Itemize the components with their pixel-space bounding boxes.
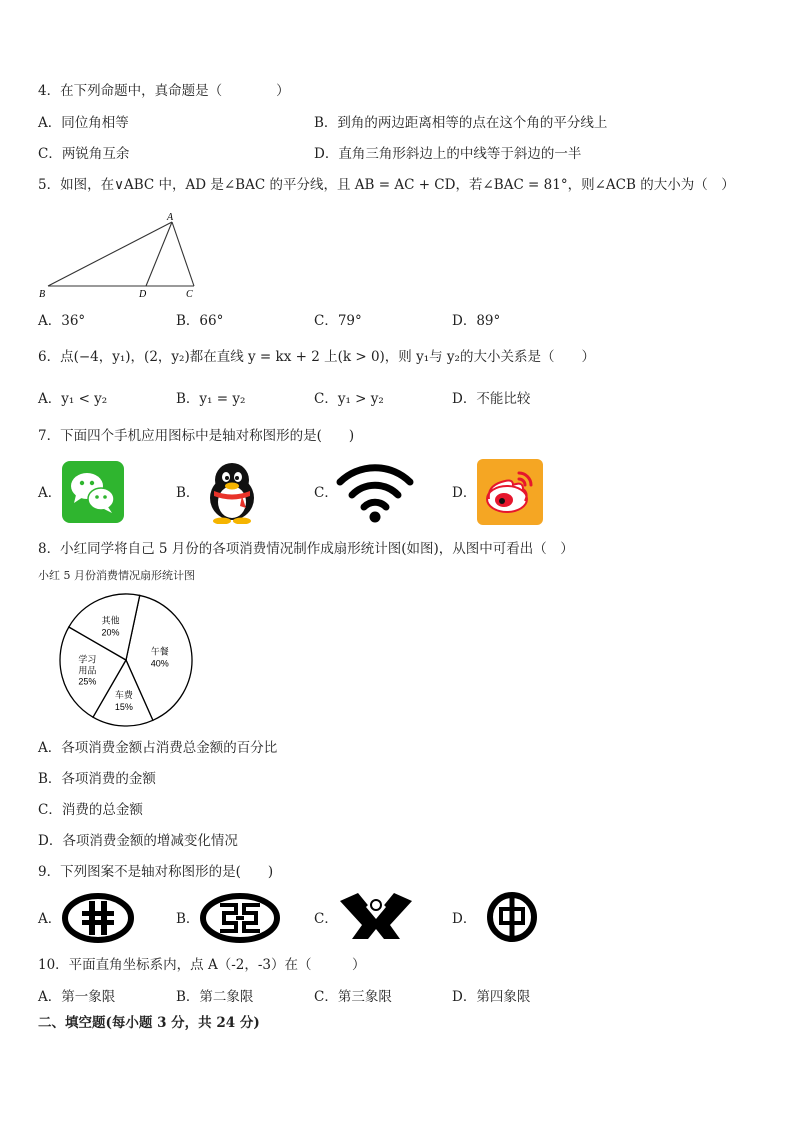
q4-option-d: D．直角三角形斜边上的中线等于斜边的一半	[314, 146, 582, 162]
q5-stem: 5．如图，在∨ABC 中，AD 是∠BAC 的平分线，且 AB = AC + CD，若∠BAC = 81°，则∠ACB 的大小为（ ）	[38, 177, 735, 193]
q5-label-d: D	[139, 289, 147, 300]
q10-stem: 10．平面直角坐标系内，点 A（-2，-3）在（ ）	[38, 957, 366, 973]
q4-option-c: C．两锐角互余	[38, 146, 130, 162]
q8-option-d: D．各项消费金额的增减变化情况	[38, 833, 238, 849]
pie-value-supplies: 25%	[78, 676, 97, 687]
weibo-icon	[477, 459, 543, 525]
q7-option-c: C．	[314, 485, 338, 501]
q7-option-a: A．	[38, 485, 62, 501]
q9-option-d: D．	[452, 911, 477, 927]
q8-option-c: C．消费的总金额	[38, 802, 143, 818]
q5-triangle-figure	[36, 208, 206, 300]
q6-option-b: B．y₁ = y₂	[176, 391, 246, 407]
q6-option-a: A．y₁ < y₂	[38, 391, 108, 407]
pie-label-other: 其他	[101, 615, 120, 626]
q6-option-c: C．y₁ > y₂	[314, 391, 384, 407]
section-2-heading: 二、填空题(每小题 3 分，共 24 分)	[38, 1015, 260, 1031]
q9-option-c: C．	[314, 911, 338, 927]
pie-label-supplies-line1: 学习	[78, 654, 97, 665]
q7-stem: 7．下面四个手机应用图标中是轴对称图形的是( )	[38, 428, 355, 444]
q9-stem: 9．下列图案不是轴对称图形的是( )	[38, 864, 274, 880]
q10-option-b: B．第二象限	[176, 989, 254, 1005]
pie-label-supplies-line2: 用品	[78, 665, 97, 676]
pie-chart-title: 小红 5 月份消费情况扇形统计图	[38, 569, 195, 582]
wechat-icon	[62, 461, 124, 523]
q5-label-c: C	[186, 289, 193, 300]
q9-option-a: A．	[38, 911, 62, 927]
bank-logo-a-icon	[62, 893, 134, 943]
pie-value-fare: 15%	[114, 701, 133, 712]
q10-option-d: D．第四象限	[452, 989, 531, 1005]
q5-option-d: D．89°	[452, 313, 501, 329]
q9-option-b: B．	[176, 911, 200, 927]
q7-option-b: B．	[176, 485, 200, 501]
bank-logo-c-icon	[338, 891, 414, 943]
q5-option-a: A．36°	[38, 313, 86, 329]
pie-chart	[56, 590, 196, 730]
q7-option-d: D．	[452, 485, 477, 501]
pie-value-lunch: 40%	[150, 658, 169, 669]
pie-label-lunch: 午餐	[150, 646, 169, 657]
q10-option-c: C．第三象限	[314, 989, 392, 1005]
bank-logo-b-icon	[200, 893, 280, 943]
qq-penguin-icon	[200, 460, 264, 524]
q4-option-b: B．到角的两边距离相等的点在这个角的平分线上	[314, 115, 608, 131]
q4-option-a: A．同位角相等	[38, 115, 129, 131]
q6-stem: 6．点(−4，y₁)，(2，y₂)都在直线 y = kx + 2 上(k > 0)，则 y₁与 y₂的大小关系是（ ）	[38, 349, 595, 365]
q8-option-a: A．各项消费金额占消费总金额的百分比	[38, 740, 278, 756]
q4-stem: 4．在下列命题中，真命题是（ ）	[38, 83, 290, 99]
bank-of-china-logo-icon	[477, 891, 547, 943]
q10-option-a: A．第一象限	[38, 989, 116, 1005]
q5-label-a: A	[167, 212, 174, 223]
q8-stem: 8．小红同学将自己 5 月份的各项消费情况制作成扇形统计图(如图)，从图中可看出（ ）	[38, 541, 574, 557]
q6-option-d: D．不能比较	[452, 391, 531, 407]
q5-label-b: B	[39, 289, 46, 300]
pie-label-fare: 车费	[114, 689, 133, 700]
wifi-icon	[336, 458, 414, 524]
q5-option-c: C．79°	[314, 313, 362, 329]
q8-option-b: B．各项消费的金额	[38, 771, 156, 787]
pie-value-other: 20%	[101, 627, 120, 638]
q5-option-b: B．66°	[176, 313, 224, 329]
